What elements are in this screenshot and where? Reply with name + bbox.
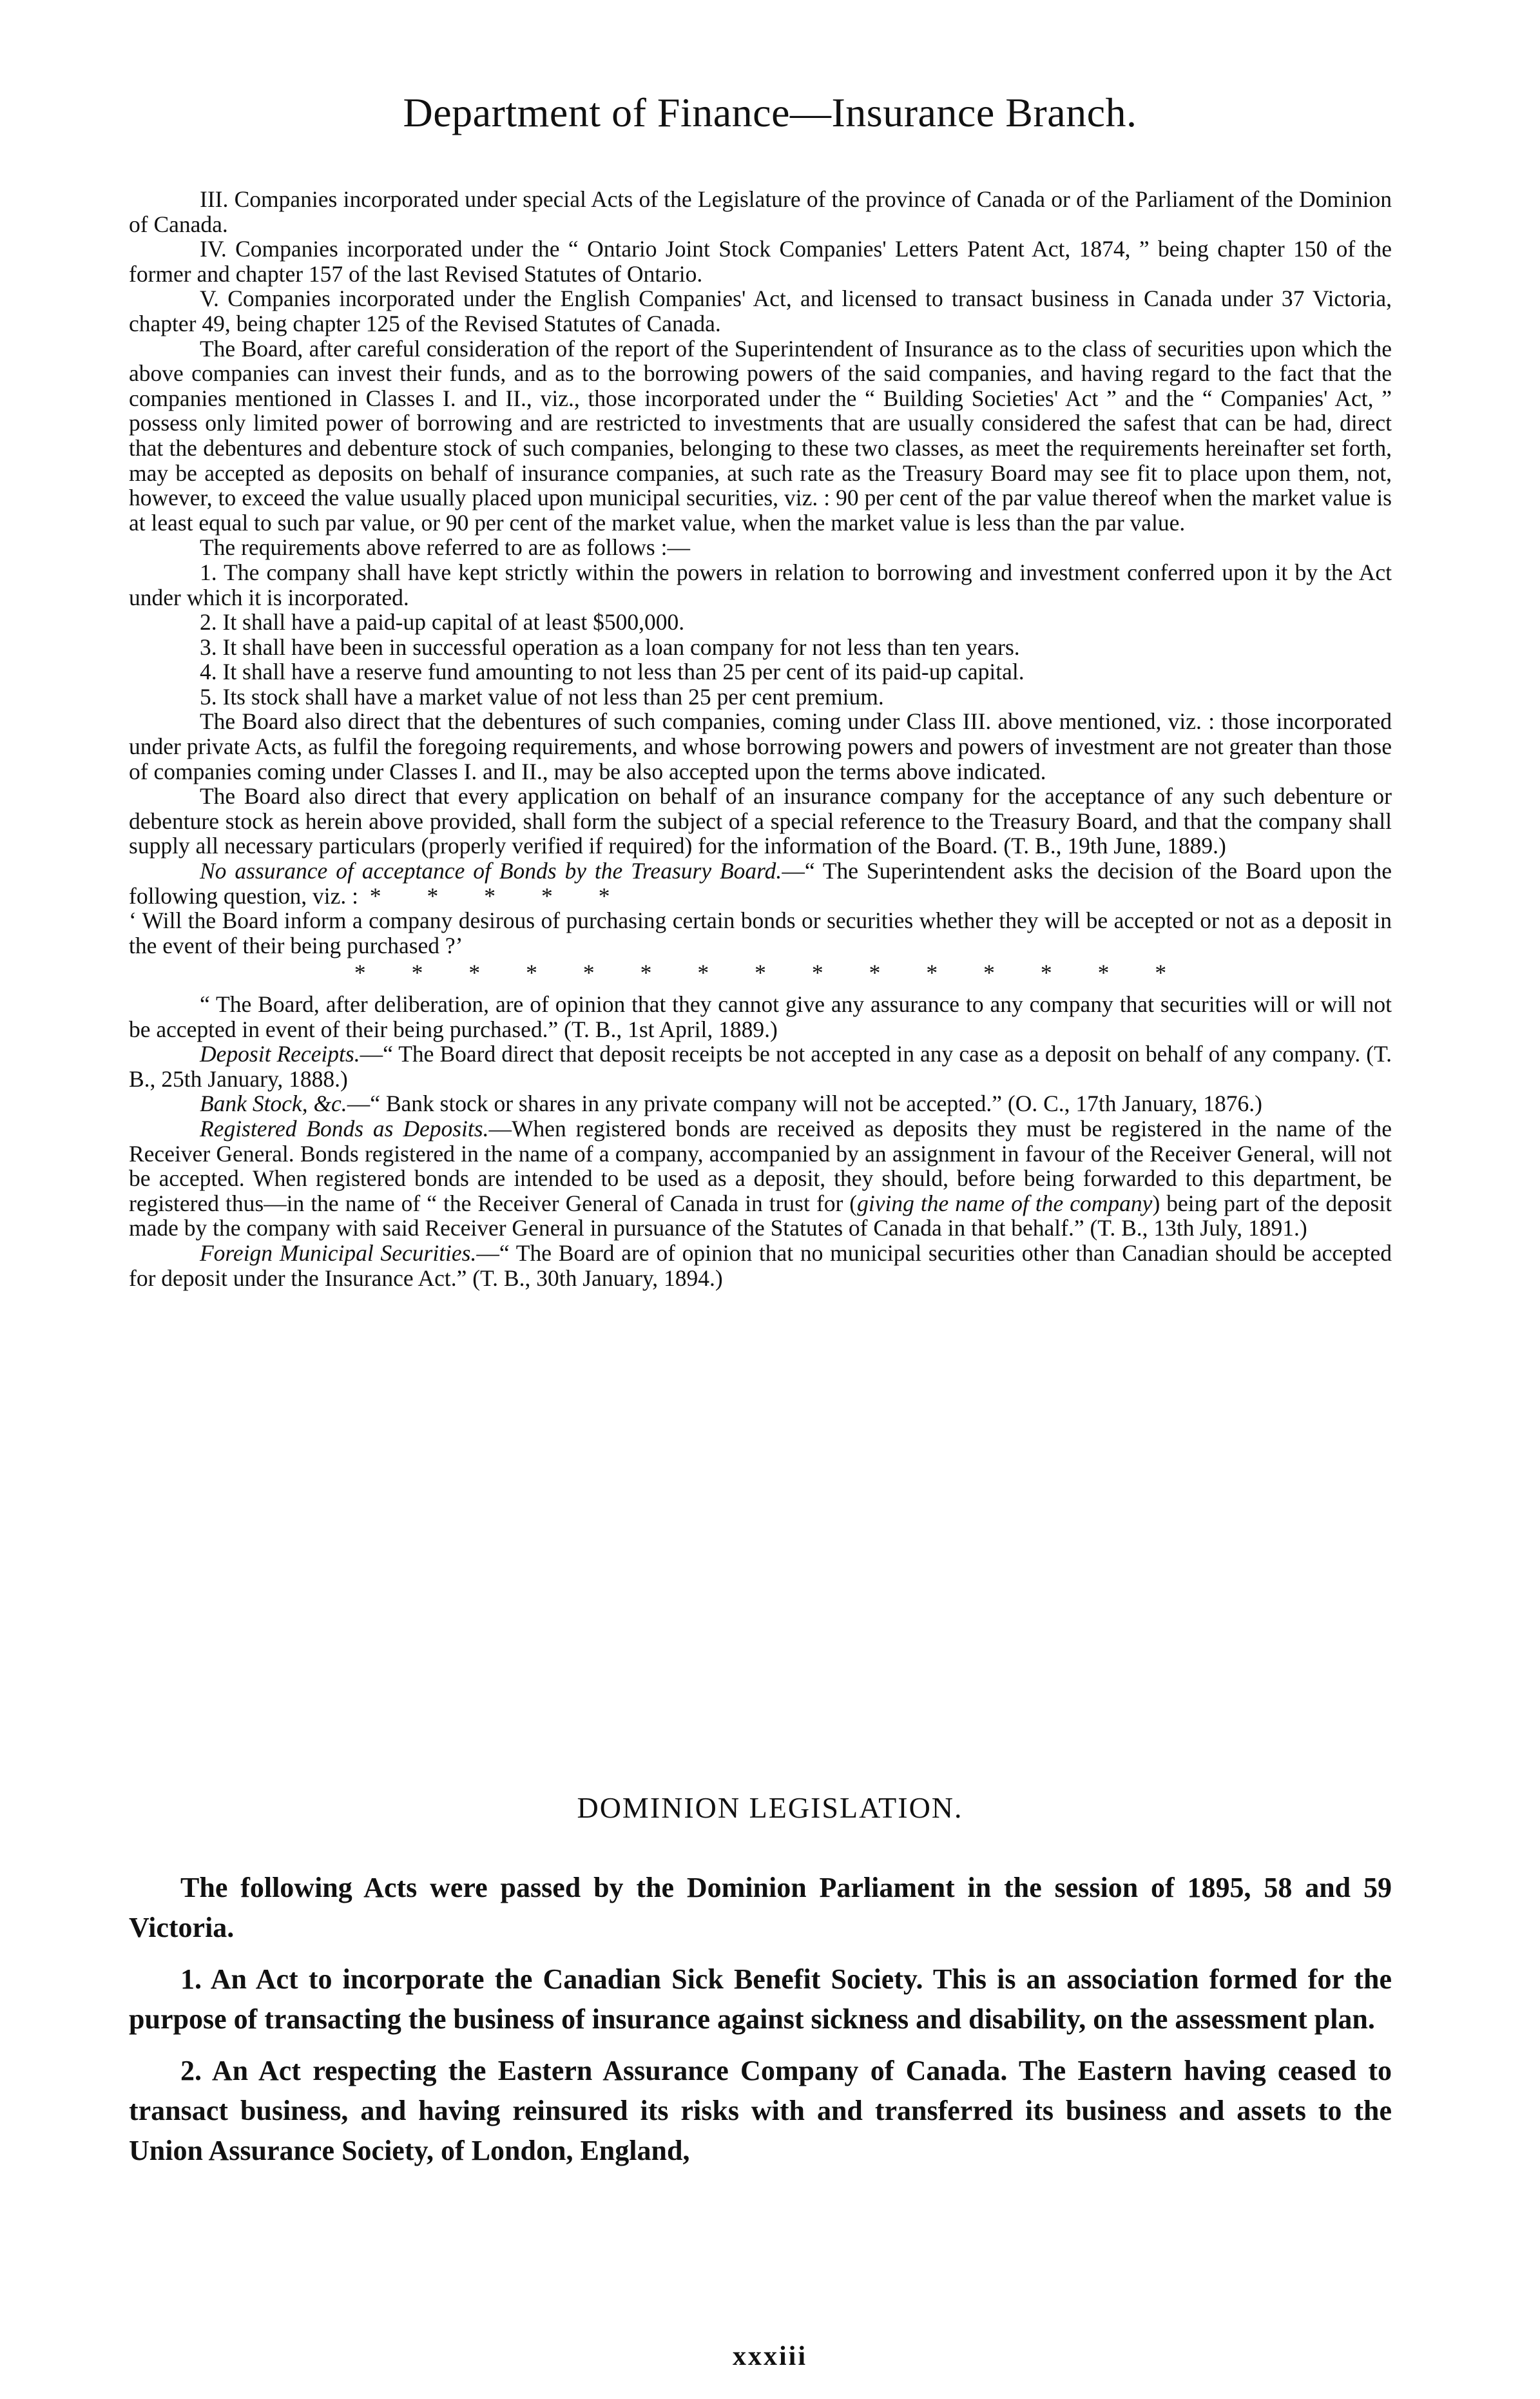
asterisk-row: * * * * *	[358, 882, 610, 909]
bank-stock-paragraph	[129, 1091, 1392, 1116]
requirement-item: 2. It shall have a paid-up capital of at least $500,000.	[200, 609, 685, 636]
registered-bonds-paragraph	[129, 1116, 1392, 1241]
requirement-item: 5. Its stock shall have a market value of not less than 25 per cent premium.	[200, 683, 884, 710]
board-paragraph: The Board, after careful consideration of the report of the Superintendent of Insurance as to the class of securities upon which the above companies can invest their funds, and as to the borrowing powers of the said companies, and having regard to the fact that the companies mentioned in Classes I. and II., viz., those incorporated under the “ Building Societies' Act ” and the “ Companies' Act, ” possess only limited power of borrowing and are restricted to investments that are usually considered the safest that can be had, direct that the debentures and debenture stock of such companies, belonging to these two classes, as meet the requirements hereinafter set forth, may be accepted as deposits on behalf of insurance companies, at such rate as the Treasury Board may see fit to place upon them, not, however, to exceed the value usually placed upon municipal securities, viz. : 90 per cent of the par value thereof when the market value is at least equal to such par value, or 90 per cent of the market value, when the market value is less than the par value.	[129, 335, 1392, 536]
deposit-receipts-paragraph	[129, 1042, 1392, 1091]
no-assurance-text: —“ The Superintendent asks the decision of the Board upon the following question, viz. :	[129, 858, 1392, 909]
class-iii-debentures-paragraph: The Board also direct that the debentures of such companies, coming under Class III. above mentioned, viz. : those incorporated under private Acts, as fulfil the foregoing requirements, and whose borrowing powers and powers of investment are not greater than those of companies coming under Classes I. and II., may be also accepted upon the terms above indicated.	[129, 708, 1392, 784]
bank-stock-heading: Bank Stock, &c.	[200, 1091, 347, 1117]
deposit-receipts-heading: Deposit Receipts.	[200, 1041, 360, 1067]
class-iii-paragraph: III. Companies incorporated under special Acts of the Legislature of the province of Canada or of the Parliament of the Dominion of Canada.	[129, 186, 1392, 237]
asterisk-row: * * * * * * * * * * * * * * *	[354, 960, 1167, 986]
registered-bonds-heading: Registered Bonds as Deposits.	[200, 1115, 489, 1141]
foreign-municipal-paragraph	[129, 1241, 1392, 1290]
application-paragraph: The Board also direct that every application on behalf of an insurance company for the acceptance of any such debenture or debenture stock as herein above provided, shall form the subject of a special reference to the Treasury Board, and that the company shall supply all necessary particulars (properly verified if required) for the information of the Board. (T. B., 19th June, 1889.)	[129, 783, 1392, 859]
page-number: xxxiii	[732, 2342, 807, 2371]
registered-bonds-text-end: ) being part of the deposit made by the company with said Receiver General in pursuance of the Statutes of Canada in that behalf.” (T. B., 13th July, 1891.)	[129, 1190, 1392, 1241]
registered-bonds-text: —When registered bonds are received as deposits they must be registered in the name of the Receiver General. Bonds registered in the name of a company, accompanied by an assignment in favour of the Receiver General, will not be accepted. When registered bonds are intended to be used as a deposit, they should, before being forwarded to this department, be registered thus—in the name of “ the Receiver General of Canada in trust for (	[129, 1115, 1392, 1216]
section-heading: DOMINION LEGISLATION.	[577, 1791, 963, 1824]
bank-stock-text: —“ Bank stock or shares in any private company will not be accepted.” (O. C., 17th January, 1876.)	[347, 1091, 1262, 1117]
no-assurance-paragraph	[129, 859, 1392, 908]
foreign-municipal-heading: Foreign Municipal Securities.	[200, 1239, 477, 1266]
legislation-text	[129, 1868, 1392, 2171]
class-v-paragraph: V. Companies incorporated under the English Companies' Act, and licensed to transact business in Canada under 37 Victoria, chapter 49, being chapter 125 of the Revised Statutes of Canada.	[129, 286, 1392, 336]
no-assurance-heading: No assurance of acceptance of Bonds by the Treasury Board.	[200, 858, 782, 884]
foreign-municipal-text: —“ The Board are of opinion that no municipal securities other than Canadian should be accepted for deposit under the Insurance Act.” (T. B., 30th January, 1894.)	[129, 1239, 1392, 1291]
requirement-item: 4. It shall have a reserve fund amounting to not less than 25 per cent of its paid-up capital.	[200, 659, 1025, 685]
requirement-item: 1. The company shall have kept strictly within the powers in relation to borrowing and investment conferred upon it by the Act under which it is incorporated.	[129, 559, 1392, 610]
deposit-receipts-text: —“ The Board direct that deposit receipts be not accepted in any case as a deposit on behalf of any company. (T. B., 25th January, 1888.)	[129, 1041, 1392, 1092]
legislation-item: 2. An Act respecting the Eastern Assurance Company of Canada. The Eastern having ceased to transact business, and having reinsured its risks with and transferred its business and assets to the Union Assurance Society, of London, England,	[129, 2055, 1392, 2166]
page-title: Department of Finance—Insurance Branch.	[403, 90, 1137, 135]
requirements-intro: The requirements above referred to are as follows :—	[200, 534, 690, 561]
board-reply-paragraph: “ The Board, after deliberation, are of opinion that they cannot give any assurance to any company that securities will or will not be accepted in event of their being purchased.” (T. B., 1st April, 1889.)	[129, 991, 1392, 1042]
registered-bonds-italic: giving the name of the company	[857, 1190, 1153, 1216]
requirement-item: 3. It shall have been in successful operation as a loan company for not less than ten years.	[200, 634, 1020, 660]
class-iv-paragraph: IV. Companies incorporated under the “ Ontario Joint Stock Companies' Letters Patent Act, 1874, ” being chapter 150 of the former and chapter 157 of the last Revised Statutes of Ontario.	[129, 236, 1392, 287]
legislation-item: 1. An Act to incorporate the Canadian Sick Benefit Society. This is an association formed for the purpose of transacting the business of insurance against sickness and disability, on the assessment plan.	[129, 1963, 1392, 2035]
question-paragraph: ‘ Will the Board inform a company desirous of purchasing certain bonds or securities whether they will be accepted or not as a deposit in the event of their being purchased ?’	[129, 908, 1392, 958]
legislation-intro: The following Acts were passed by the Dominion Parliament in the session of 1895, 58 and 59 Victoria.	[129, 1872, 1392, 1943]
